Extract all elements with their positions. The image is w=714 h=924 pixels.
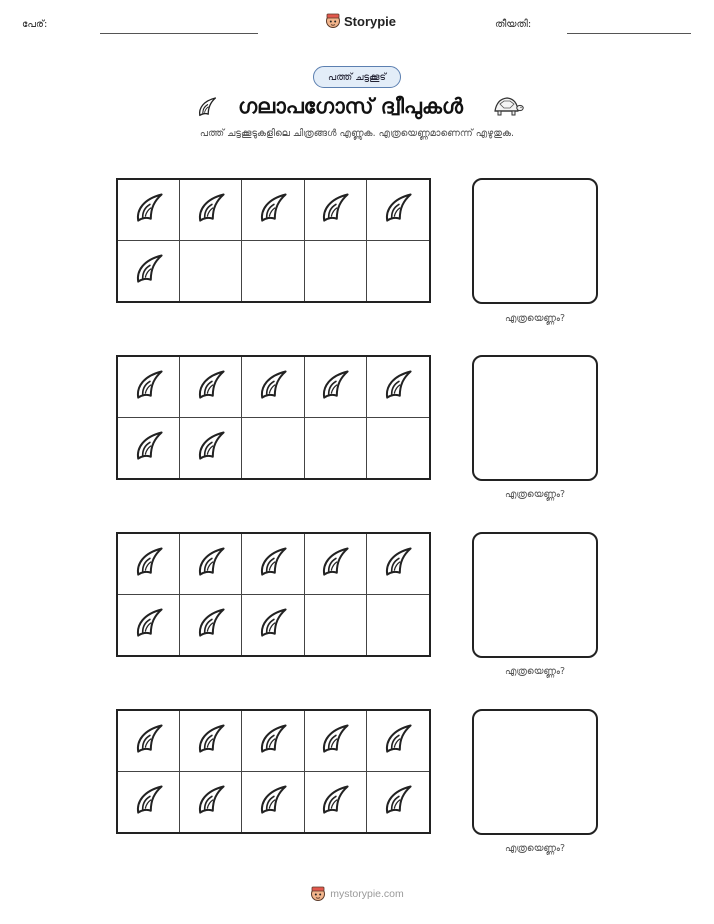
- iguana-spike-icon: [131, 544, 167, 584]
- answer-label: എത്രയെണ്ണം?: [504, 843, 566, 854]
- answer-box[interactable]: [472, 178, 598, 304]
- ten-frame: [116, 355, 431, 480]
- ten-frame-cell: [367, 180, 429, 241]
- iguana-spike-icon: [193, 428, 229, 468]
- iguana-spike-icon: [380, 544, 416, 584]
- ten-frame-cell: [305, 772, 367, 833]
- iguana-spike-icon: [131, 428, 167, 468]
- instructions-text: പത്ത് ചട്ടക്കൂടുകളിലെ ചിത്രങ്ങൾ എണ്ണുക. എത്രയെണ്ണമാണെന്ന് എഴുതുക.: [199, 128, 515, 139]
- ten-frame: [116, 532, 431, 657]
- tortoise-icon: [490, 94, 524, 118]
- answer-label: എത്രയെണ്ണം?: [504, 313, 566, 324]
- footer: [0, 885, 714, 903]
- worksheet-type-badge: പത്ത് ചട്ടക്കൂട്: [313, 66, 401, 88]
- iguana-spike-icon: [380, 367, 416, 407]
- iguana-spike-icon: [317, 782, 353, 822]
- ten-frame-cell: [118, 711, 180, 772]
- iguana-spike-icon: [380, 721, 416, 761]
- ten-frame-cell: [180, 595, 242, 656]
- iguana-spike-icon: [317, 367, 353, 407]
- iguana-spike-icon: [255, 544, 291, 584]
- brand-logo: [325, 12, 396, 30]
- ten-frame-cell: [305, 711, 367, 772]
- iguana-spike-icon: [380, 782, 416, 822]
- brand-name: Storypie: [344, 13, 397, 29]
- ten-frame-cell: [242, 772, 304, 833]
- ten-frame-cell: [180, 534, 242, 595]
- ten-frame-cell: [242, 180, 304, 241]
- title-row: [0, 92, 714, 122]
- iguana-spike-icon: [380, 190, 416, 230]
- answer-box[interactable]: [472, 532, 598, 658]
- ten-frame-cell: [180, 711, 242, 772]
- iguana-spike-icon: [131, 782, 167, 822]
- iguana-spike-icon: [193, 190, 229, 230]
- iguana-spike-icon: [193, 721, 229, 761]
- name-label: പേര്:: [22, 19, 48, 30]
- iguana-spike-icon: [255, 367, 291, 407]
- iguana-spike-icon: [255, 605, 291, 645]
- iguana-spike-icon: [131, 605, 167, 645]
- iguana-spike-icon: [131, 721, 167, 761]
- iguana-spike-icon: [131, 367, 167, 407]
- iguana-spike-icon: [193, 782, 229, 822]
- ten-frame-cell: [180, 241, 242, 302]
- iguana-spike-icon: [193, 367, 229, 407]
- iguana-spike-icon: [255, 721, 291, 761]
- iguana-spike-icon: [195, 95, 219, 119]
- ten-frame-cell: [180, 772, 242, 833]
- date-field-line[interactable]: [567, 33, 691, 34]
- storypie-mascot-icon: [325, 12, 341, 30]
- ten-frame-cell: [367, 418, 429, 479]
- ten-frame-cell: [367, 241, 429, 302]
- iguana-spike-icon: [193, 605, 229, 645]
- ten-frame-cell: [118, 180, 180, 241]
- ten-frame-cell: [242, 241, 304, 302]
- ten-frame-cell: [305, 418, 367, 479]
- date-label: തീയതി:: [495, 19, 532, 30]
- iguana-spike-icon: [317, 190, 353, 230]
- ten-frame-cell: [118, 241, 180, 302]
- page-title: ഗലാപഗോസ് ദ്വീപുകൾ: [238, 94, 463, 118]
- ten-frame-cell: [242, 357, 304, 418]
- ten-frame-cell: [180, 418, 242, 479]
- ten-frame-cell: [367, 711, 429, 772]
- answer-box[interactable]: [472, 355, 598, 481]
- name-field-line[interactable]: [100, 33, 258, 34]
- ten-frame-cell: [305, 357, 367, 418]
- iguana-spike-icon: [317, 721, 353, 761]
- answer-label: എത്രയെണ്ണം?: [504, 489, 566, 500]
- ten-frame-cell: [118, 595, 180, 656]
- ten-frame-cell: [367, 534, 429, 595]
- ten-frame-cell: [305, 180, 367, 241]
- iguana-spike-icon: [131, 251, 167, 291]
- ten-frame: [116, 709, 431, 834]
- iguana-spike-icon: [255, 782, 291, 822]
- ten-frame-cell: [242, 711, 304, 772]
- answer-box[interactable]: [472, 709, 598, 835]
- ten-frame-cell: [118, 772, 180, 833]
- answer-label: എത്രയെണ്ണം?: [504, 666, 566, 677]
- ten-frame-cell: [242, 418, 304, 479]
- ten-frame-cell: [180, 180, 242, 241]
- iguana-spike-icon: [255, 190, 291, 230]
- ten-frame-cell: [367, 595, 429, 656]
- ten-frame-cell: [118, 418, 180, 479]
- storypie-mascot-icon: [310, 885, 326, 903]
- ten-frame-cell: [118, 357, 180, 418]
- iguana-spike-icon: [193, 544, 229, 584]
- ten-frame-cell: [367, 357, 429, 418]
- ten-frame-cell: [242, 534, 304, 595]
- footer-url: mystorypie.com: [330, 888, 404, 900]
- ten-frame: [116, 178, 431, 303]
- ten-frame-cell: [180, 357, 242, 418]
- ten-frame-cell: [118, 534, 180, 595]
- ten-frame-cell: [305, 534, 367, 595]
- ten-frame-cell: [367, 772, 429, 833]
- iguana-spike-icon: [131, 190, 167, 230]
- ten-frame-cell: [305, 595, 367, 656]
- ten-frame-cell: [242, 595, 304, 656]
- ten-frame-cell: [305, 241, 367, 302]
- iguana-spike-icon: [317, 544, 353, 584]
